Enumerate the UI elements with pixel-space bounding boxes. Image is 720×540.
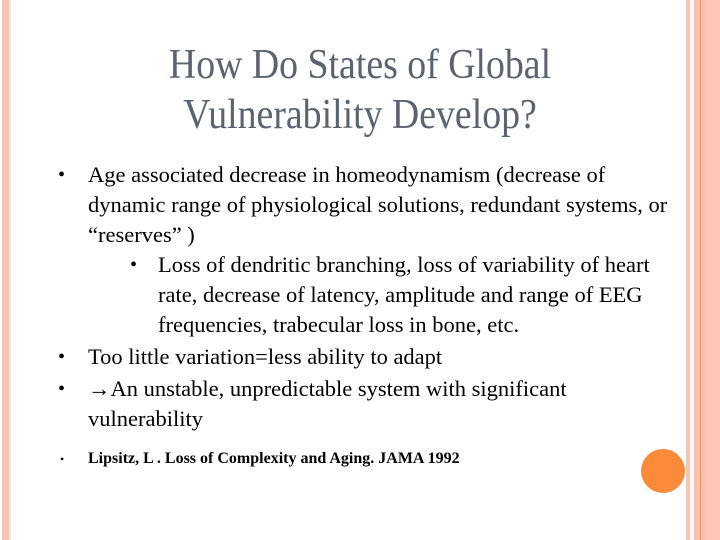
bullet-text: Too little variation=less ability to adapt xyxy=(88,344,443,369)
right-stripe-decoration xyxy=(686,0,720,540)
title-line-2: Vulnerability Develop? xyxy=(183,92,537,138)
bullet-icon: • xyxy=(58,346,66,368)
citation xyxy=(58,448,678,470)
bullet-item xyxy=(58,374,678,434)
bullet-icon: • xyxy=(130,254,138,276)
left-border-decoration xyxy=(2,0,9,540)
bullet-item xyxy=(58,160,678,250)
bullet-icon: • xyxy=(58,164,66,186)
slide-title xyxy=(72,40,648,140)
orange-circle-decoration xyxy=(641,449,685,493)
left-border-edge xyxy=(9,0,11,540)
bullet-icon: • xyxy=(60,452,65,466)
title-line-1: How Do States of Global xyxy=(168,42,552,88)
bullet-text: Loss of dendritic branching, loss of variability of heart rate, decrease of latency, amplitude and range of EEG frequencies, trabecular loss in bone, etc. xyxy=(158,252,650,337)
sub-bullet-item xyxy=(58,250,678,340)
bullet-text: Age associated decrease in homeodynamism (decrease of dynamic range of physiological solutions, redundant systems, or “reserves” ) xyxy=(88,162,668,247)
bullet-item xyxy=(58,342,678,372)
bullet-text: →An unstable, unpredictable system with significant vulnerability xyxy=(88,376,567,431)
bullet-icon: • xyxy=(58,378,66,400)
slide-body xyxy=(58,160,678,470)
citation-text: Lipsitz, L . Loss of Complexity and Aging. JAMA 1992 xyxy=(88,450,460,467)
stripe xyxy=(705,0,720,540)
